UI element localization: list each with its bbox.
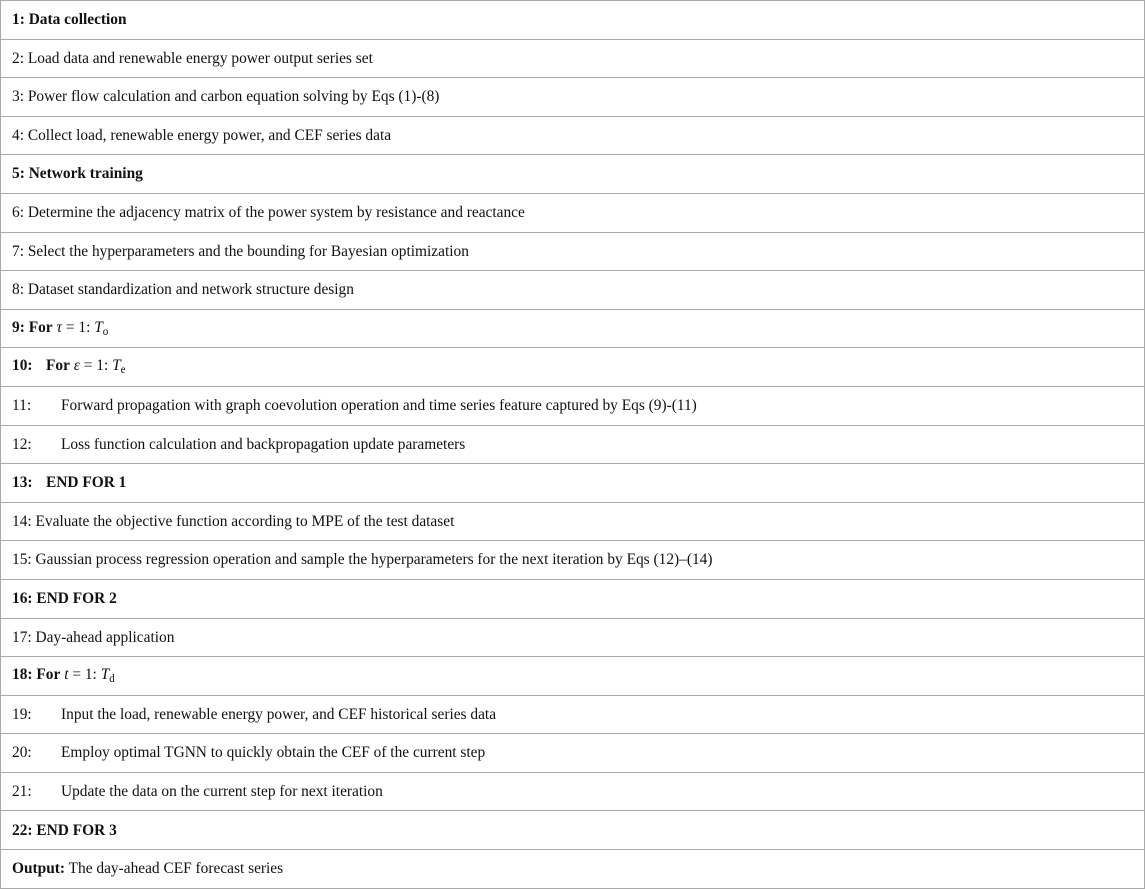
table-row xyxy=(1,541,1145,580)
table-row xyxy=(1,348,1145,387)
step-text: Day-ahead application xyxy=(35,628,175,646)
step-text: Input the load, renewable energy power, and CEF historical series data xyxy=(61,705,497,723)
step-number: 13: xyxy=(12,474,33,492)
output-row xyxy=(1,850,1145,889)
table-row xyxy=(1,695,1145,734)
step-number: 5: xyxy=(12,165,25,183)
table-row xyxy=(1,309,1145,348)
step-number: 21: xyxy=(12,782,32,800)
table-row xyxy=(1,116,1145,155)
step-text: Update the data on the current step for next iteration xyxy=(61,782,383,800)
algorithm-step xyxy=(1,1,1145,40)
table-row xyxy=(1,271,1145,310)
algorithm-step xyxy=(1,425,1145,464)
table-row xyxy=(1,618,1145,657)
algorithm-step xyxy=(1,271,1145,310)
table-row xyxy=(1,155,1145,194)
loop-bound: T xyxy=(100,665,110,683)
table-row xyxy=(1,39,1145,78)
algorithm-step xyxy=(1,618,1145,657)
step-number: 10: xyxy=(12,357,33,375)
step-text: END FOR 3 xyxy=(36,821,117,839)
step-text: Collect load, renewable energy power, and CEF series data xyxy=(27,126,392,144)
table-row xyxy=(1,1,1145,40)
step-text: Employ optimal TGNN to quickly obtain the CEF of the current step xyxy=(61,744,486,762)
table-row xyxy=(1,232,1145,271)
step-text: Dataset standardization and network structure design xyxy=(27,281,354,299)
step-text: Gaussian process regression operation and sample the hyperparameters for the next iteration by Eqs (12)–(14) xyxy=(35,551,713,569)
step-number: 18: xyxy=(12,665,33,683)
step-number: 14: xyxy=(12,512,32,530)
step-text: Power flow calculation and carbon equation solving by Eqs (1)-(8) xyxy=(27,88,440,106)
step-number: 19: xyxy=(12,705,32,723)
step-number: 17: xyxy=(12,628,32,646)
algorithm-step xyxy=(1,657,1145,696)
algorithm-step xyxy=(1,811,1145,850)
step-text: END FOR 2 xyxy=(36,590,117,607)
step-text: Loss function calculation and backpropagation update parameters xyxy=(61,435,466,453)
algorithm-step xyxy=(1,348,1145,387)
step-number: 9: xyxy=(12,318,25,336)
algorithm-step xyxy=(1,734,1145,773)
step-number: 11: xyxy=(12,397,32,415)
table-row xyxy=(1,772,1145,811)
loop-bound: T xyxy=(94,318,103,336)
step-text: END FOR 1 xyxy=(46,474,127,492)
loop-variable: t xyxy=(64,665,69,683)
output-text: The day-ahead CEF forecast series xyxy=(68,860,284,878)
loop-variable: ε xyxy=(73,357,80,375)
step-text: Network training xyxy=(28,165,143,183)
step-text: Forward propagation with graph coevolution operation and time series feature captured by Eqs (9)-(11) xyxy=(61,397,697,415)
algorithm-step xyxy=(1,772,1145,811)
step-number: 7: xyxy=(12,242,24,260)
step-number: 3: xyxy=(12,88,24,106)
table-row xyxy=(1,193,1145,232)
loop-keyword: For xyxy=(36,665,61,683)
step-number: 8: xyxy=(12,281,24,299)
step-number: 6: xyxy=(12,204,24,222)
step-text: Load data and renewable energy power output series set xyxy=(27,49,373,67)
algorithm-step xyxy=(1,579,1145,618)
table-row xyxy=(1,464,1145,503)
algorithm-step xyxy=(1,155,1145,194)
algorithm-step xyxy=(1,695,1145,734)
step-text: Select the hyperparameters and the bounding for Bayesian optimization xyxy=(27,242,469,260)
loop-keyword: For xyxy=(46,357,70,375)
loop-bound: T xyxy=(112,357,121,375)
algorithm-step xyxy=(1,232,1145,271)
table-row xyxy=(1,657,1145,696)
step-number: 12: xyxy=(12,435,32,453)
step-number: 22: xyxy=(12,821,33,839)
step-text: Determine the adjacency matrix of the power system by resistance and reactance xyxy=(27,204,525,222)
table-row xyxy=(1,502,1145,541)
loop-range: = 1: xyxy=(72,665,97,683)
algorithm-step xyxy=(1,502,1145,541)
table-row xyxy=(1,425,1145,464)
step-number: 2: xyxy=(12,49,24,67)
step-number: 20: xyxy=(12,744,32,762)
step-number: 16: xyxy=(12,590,33,607)
table-row xyxy=(1,78,1145,117)
loop-range: = 1: xyxy=(83,357,109,375)
loop-bound-subscript: d xyxy=(109,672,115,685)
step-text: Data collection xyxy=(28,11,127,29)
table-row xyxy=(1,850,1145,889)
algorithm-step xyxy=(1,78,1145,117)
algorithm-step xyxy=(1,386,1145,425)
loop-bound-subscript: o xyxy=(102,325,109,338)
table-row xyxy=(1,734,1145,773)
loop-bound-subscript: e xyxy=(120,363,126,376)
step-number: 15: xyxy=(12,551,32,569)
table-row xyxy=(1,811,1145,850)
algorithm-step xyxy=(1,39,1145,78)
algorithm-step xyxy=(1,541,1145,580)
step-number: 1: xyxy=(12,11,25,29)
step-number: 4: xyxy=(12,126,24,144)
table-row xyxy=(1,579,1145,618)
algorithm-step xyxy=(1,309,1145,348)
step-text: Evaluate the objective function according to MPE of the test dataset xyxy=(35,512,455,530)
algorithm-step xyxy=(1,193,1145,232)
loop-range: = 1: xyxy=(65,318,91,336)
algorithm-step xyxy=(1,464,1145,503)
output-label: Output: xyxy=(12,860,66,878)
algorithm-step xyxy=(1,116,1145,155)
loop-variable: τ xyxy=(56,318,62,336)
table-row xyxy=(1,386,1145,425)
loop-keyword: For xyxy=(28,318,53,336)
